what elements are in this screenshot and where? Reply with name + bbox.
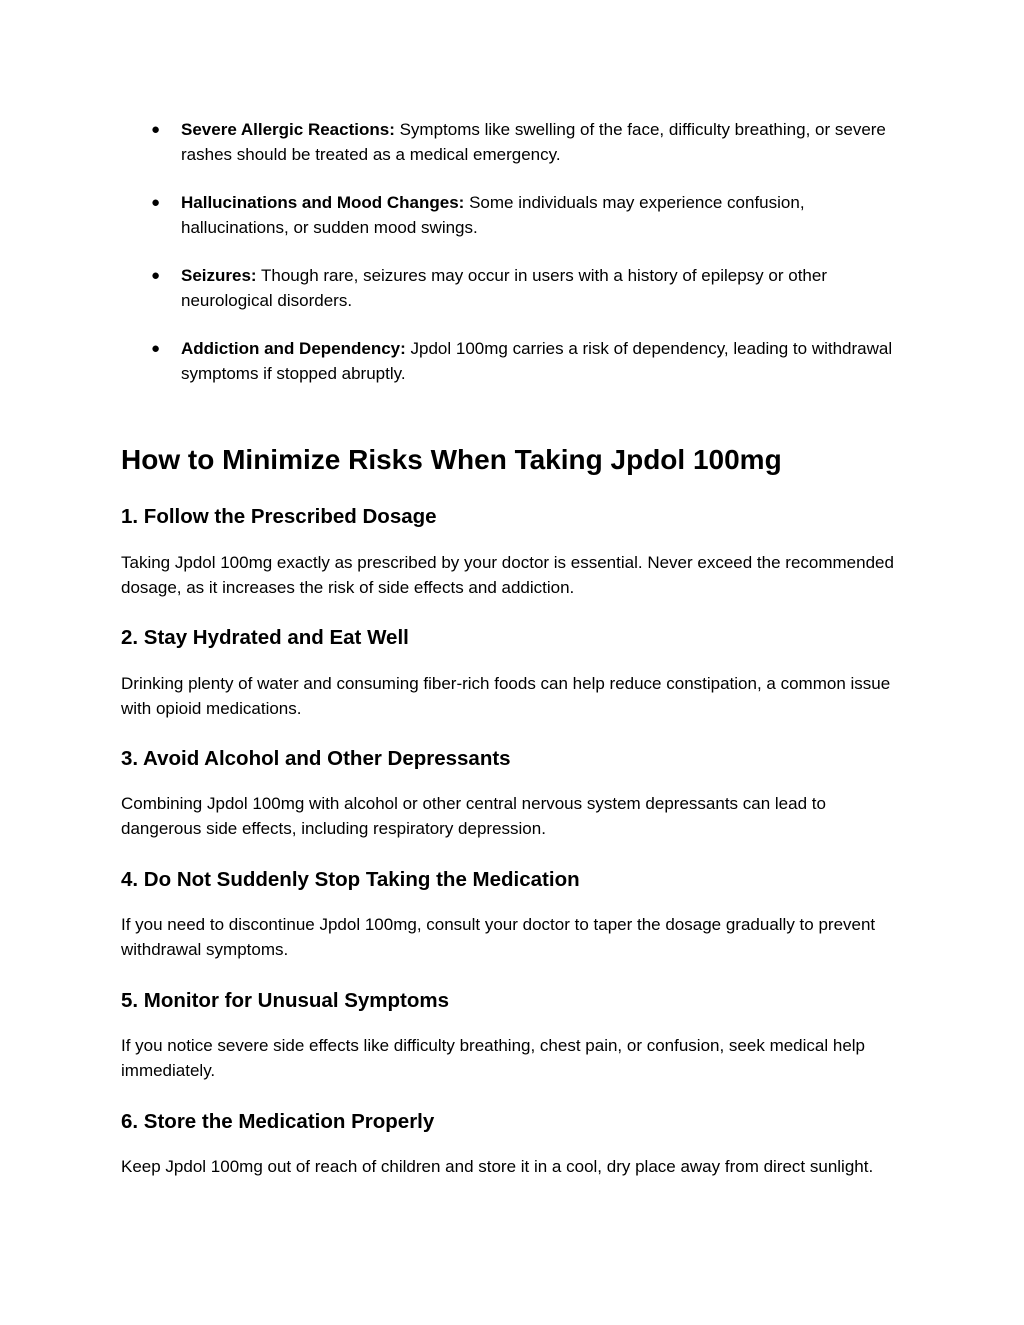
section-hydration (121, 625, 896, 651)
section-heading: 6. Store the Medication Properly (121, 1110, 435, 1133)
bullet-term: Hallucinations and Mood Changes: (181, 193, 465, 212)
bullet-icon: ● (151, 121, 161, 138)
section-monitor-body (121, 1034, 896, 1083)
list-item (121, 118, 911, 167)
section-paragraph: If you notice severe side effects like difficulty breathing, chest pain, or confusion, seek medical help immediately. (121, 1036, 866, 1080)
bullet-icon: ● (151, 267, 161, 284)
section-dosage-body (121, 551, 896, 600)
section-storage (121, 1109, 896, 1135)
section-stopping (121, 867, 896, 893)
bullet-text: Jpdol 100mg carries a risk of dependency, leading to withdrawal symptoms if stopped abruptly. (181, 339, 893, 383)
section-paragraph: If you need to discontinue Jpdol 100mg, consult your doctor to taper the dosage gradually to prevent withdrawal symptoms. (121, 915, 876, 959)
list-item (121, 191, 911, 240)
section-hydration-body (121, 672, 896, 721)
section-heading: 1. Follow the Prescribed Dosage (121, 505, 437, 528)
bullet-text: Some individuals may experience confusion, hallucinations, or sudden mood swings. (181, 193, 805, 237)
section-paragraph: Taking Jpdol 100mg exactly as prescribed by your doctor is essential. Never exceed the recommended dosage, as it increases the risk of side effects and addiction. (121, 553, 894, 597)
section-heading: 3. Avoid Alcohol and Other Depressants (121, 747, 511, 770)
main-heading: How to Minimize Risks When Taking Jpdol 100mg (121, 444, 782, 475)
section-storage-body (121, 1155, 896, 1180)
main-heading-block (121, 443, 896, 477)
section-monitor (121, 988, 896, 1014)
section-heading: 5. Monitor for Unusual Symptoms (121, 989, 450, 1012)
bullet-text: Though rare, seizures may occur in users with a history of epilepsy or other neurological disorders. (181, 266, 827, 310)
section-alcohol-body (121, 792, 896, 841)
section-dosage (121, 504, 896, 530)
side-effects-list (121, 118, 911, 410)
section-paragraph: Combining Jpdol 100mg with alcohol or other central nervous system depressants can lead to dangerous side effects, including respiratory depression. (121, 794, 826, 838)
list-item (121, 337, 911, 386)
list-item (121, 264, 911, 313)
bullet-term: Seizures: (181, 266, 257, 285)
section-paragraph: Keep Jpdol 100mg out of reach of children and store it in a cool, dry place away from direct sunlight. (121, 1157, 874, 1176)
bullet-term: Addiction and Dependency: (181, 339, 406, 358)
section-paragraph: Drinking plenty of water and consuming fiber-rich foods can help reduce constipation, a common issue with opioid medications. (121, 674, 891, 718)
bullet-icon: ● (151, 340, 161, 357)
section-alcohol (121, 746, 896, 772)
bullet-term: Severe Allergic Reactions: (181, 120, 395, 139)
section-heading: 2. Stay Hydrated and Eat Well (121, 626, 409, 649)
bullet-text: Symptoms like swelling of the face, difficulty breathing, or severe rashes should be treated as a medical emergency. (181, 120, 886, 164)
section-stopping-body (121, 913, 896, 962)
section-heading: 4. Do Not Suddenly Stop Taking the Medication (121, 868, 580, 891)
bullet-icon: ● (151, 194, 161, 211)
